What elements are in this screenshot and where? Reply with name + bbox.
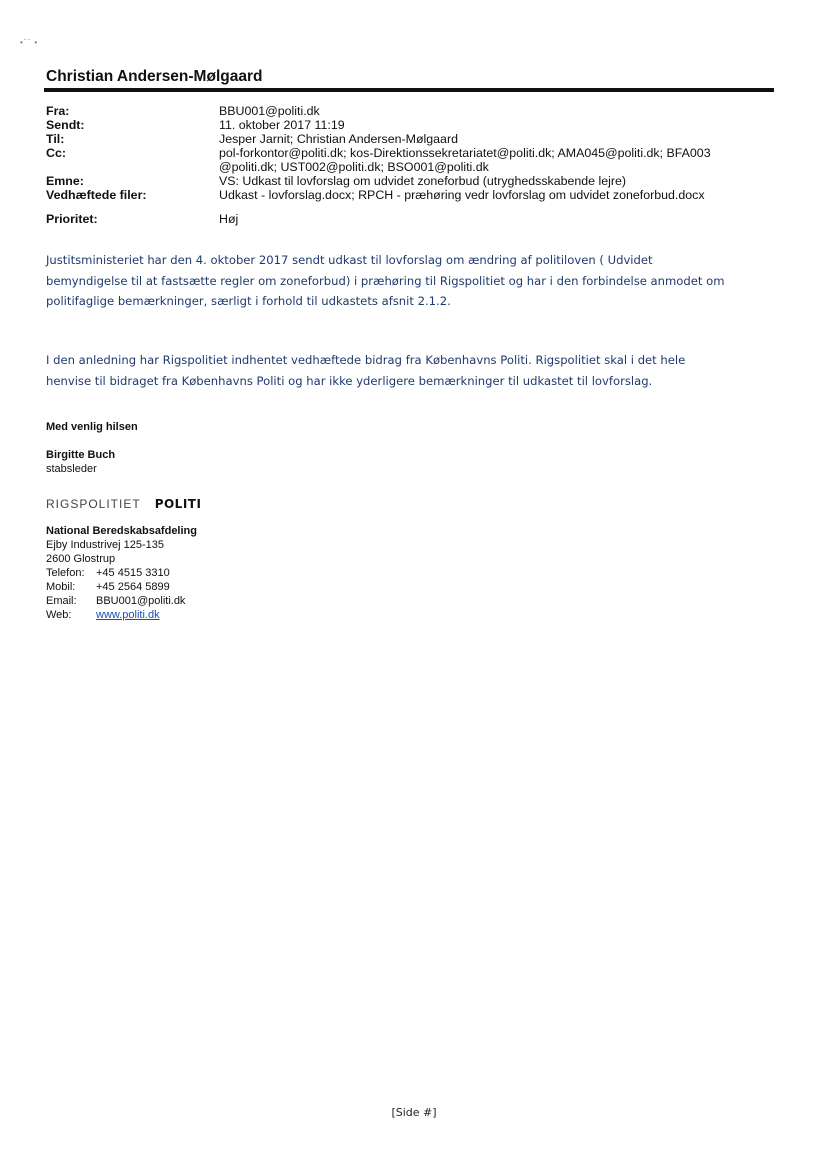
attachments-label: Vedhæftede filer: [46, 188, 147, 202]
priority-value: Høj [219, 212, 239, 226]
scan-artifact: •´¨ • [20, 38, 39, 47]
to-value: Jesper Jarnit; Christian Andersen-Mølgaard [219, 132, 458, 146]
mobile-row [46, 580, 197, 594]
cc-line-2: @politi.dk; UST002@politi.dk; BSO001@politi.dk [219, 160, 489, 174]
from-row [46, 104, 781, 118]
contact-block [46, 524, 197, 622]
header-rule [44, 88, 774, 92]
rigspolitiet-logo: RIGSPOLITIET [46, 497, 141, 511]
email-value: BBU001@politi.dk [96, 595, 186, 607]
cc-row [46, 146, 781, 174]
politi-logo: POLITI [154, 497, 202, 511]
web-link[interactable]: www.politi.dk [96, 609, 160, 621]
page-footer: [Side #] [391, 1106, 437, 1119]
phone-value: +45 4515 3310 [96, 567, 170, 579]
from-value: BBU001@politi.dk [219, 104, 320, 118]
to-label: Til: [46, 132, 65, 146]
phone-row [46, 566, 197, 580]
signature-greeting: Med venlig hilsen [46, 421, 138, 433]
body-paragraph-1 [46, 250, 782, 312]
subject-row [46, 174, 781, 188]
signature-name: Birgitte Buch [46, 449, 116, 461]
priority-row [46, 212, 781, 226]
mobile-label: Mobil: [46, 581, 76, 593]
body-paragraph-2 [46, 350, 782, 391]
cc-value [219, 146, 781, 174]
attachments-value: Udkast - lovforslag.docx; RPCH - præhøring vedr lovforslag om udvidet zoneforbud.docx [219, 188, 705, 202]
body-line: I den anledning har Rigspolitiet indhentet vedhæftede bidrag fra Københavns Politi. Rigspolitiet skal i det hele [46, 353, 686, 367]
sent-value: 11. oktober 2017 11:19 [219, 118, 345, 132]
department-name: National Beredskabsafdeling [46, 525, 197, 537]
body-line: Justitsministeriet har den 4. oktober 2017 sendt udkast til lovforslag om ændring af politiloven ( Udvidet [46, 253, 653, 267]
body-line: bemyndigelse til at fastsætte regler om zoneforbud) i præhøring til Rigspolitiet og har i den forbindelse anmodet om [46, 273, 725, 288]
subject-label: Emne: [46, 174, 84, 188]
header-spacer [46, 202, 781, 212]
priority-label: Prioritet: [46, 212, 98, 226]
mailbox-owner-name: Christian Andersen-Mølgaard [46, 68, 263, 85]
sent-row [46, 118, 781, 132]
mobile-value: +45 2564 5899 [96, 581, 170, 593]
body-line: politifaglige bemærkninger, særligt i forhold til udkastets afsnit 2.1.2. [46, 294, 451, 308]
address-line-1: Ejby Industrivej 125-135 [46, 539, 165, 551]
email-header [46, 104, 781, 226]
address-line-2: 2600 Glostrup [46, 553, 116, 565]
email-row [46, 594, 197, 608]
phone-label: Telefon: [46, 567, 85, 579]
logo-row [46, 497, 201, 511]
from-label: Fra: [46, 104, 70, 118]
cc-line-1: pol-forkontor@politi.dk; kos-Direktionssekretariatet@politi.dk; AMA045@politi.dk; BFA003 [219, 146, 711, 160]
subject-value: VS: Udkast til lovforslag om udvidet zoneforbud (utryghedsskabende lejre) [219, 174, 627, 188]
web-label: Web: [46, 609, 72, 621]
email-label: Email: [46, 595, 77, 607]
signature-title: stabsleder [46, 463, 97, 475]
sent-label: Sendt: [46, 118, 85, 132]
to-row [46, 132, 781, 146]
web-row [46, 608, 197, 622]
body-line: henvise til bidraget fra Københavns Politi og har ikke yderligere bemærkninger til udkastet til lovforslag. [46, 373, 653, 388]
attachments-row [46, 188, 781, 202]
cc-label: Cc: [46, 146, 66, 160]
